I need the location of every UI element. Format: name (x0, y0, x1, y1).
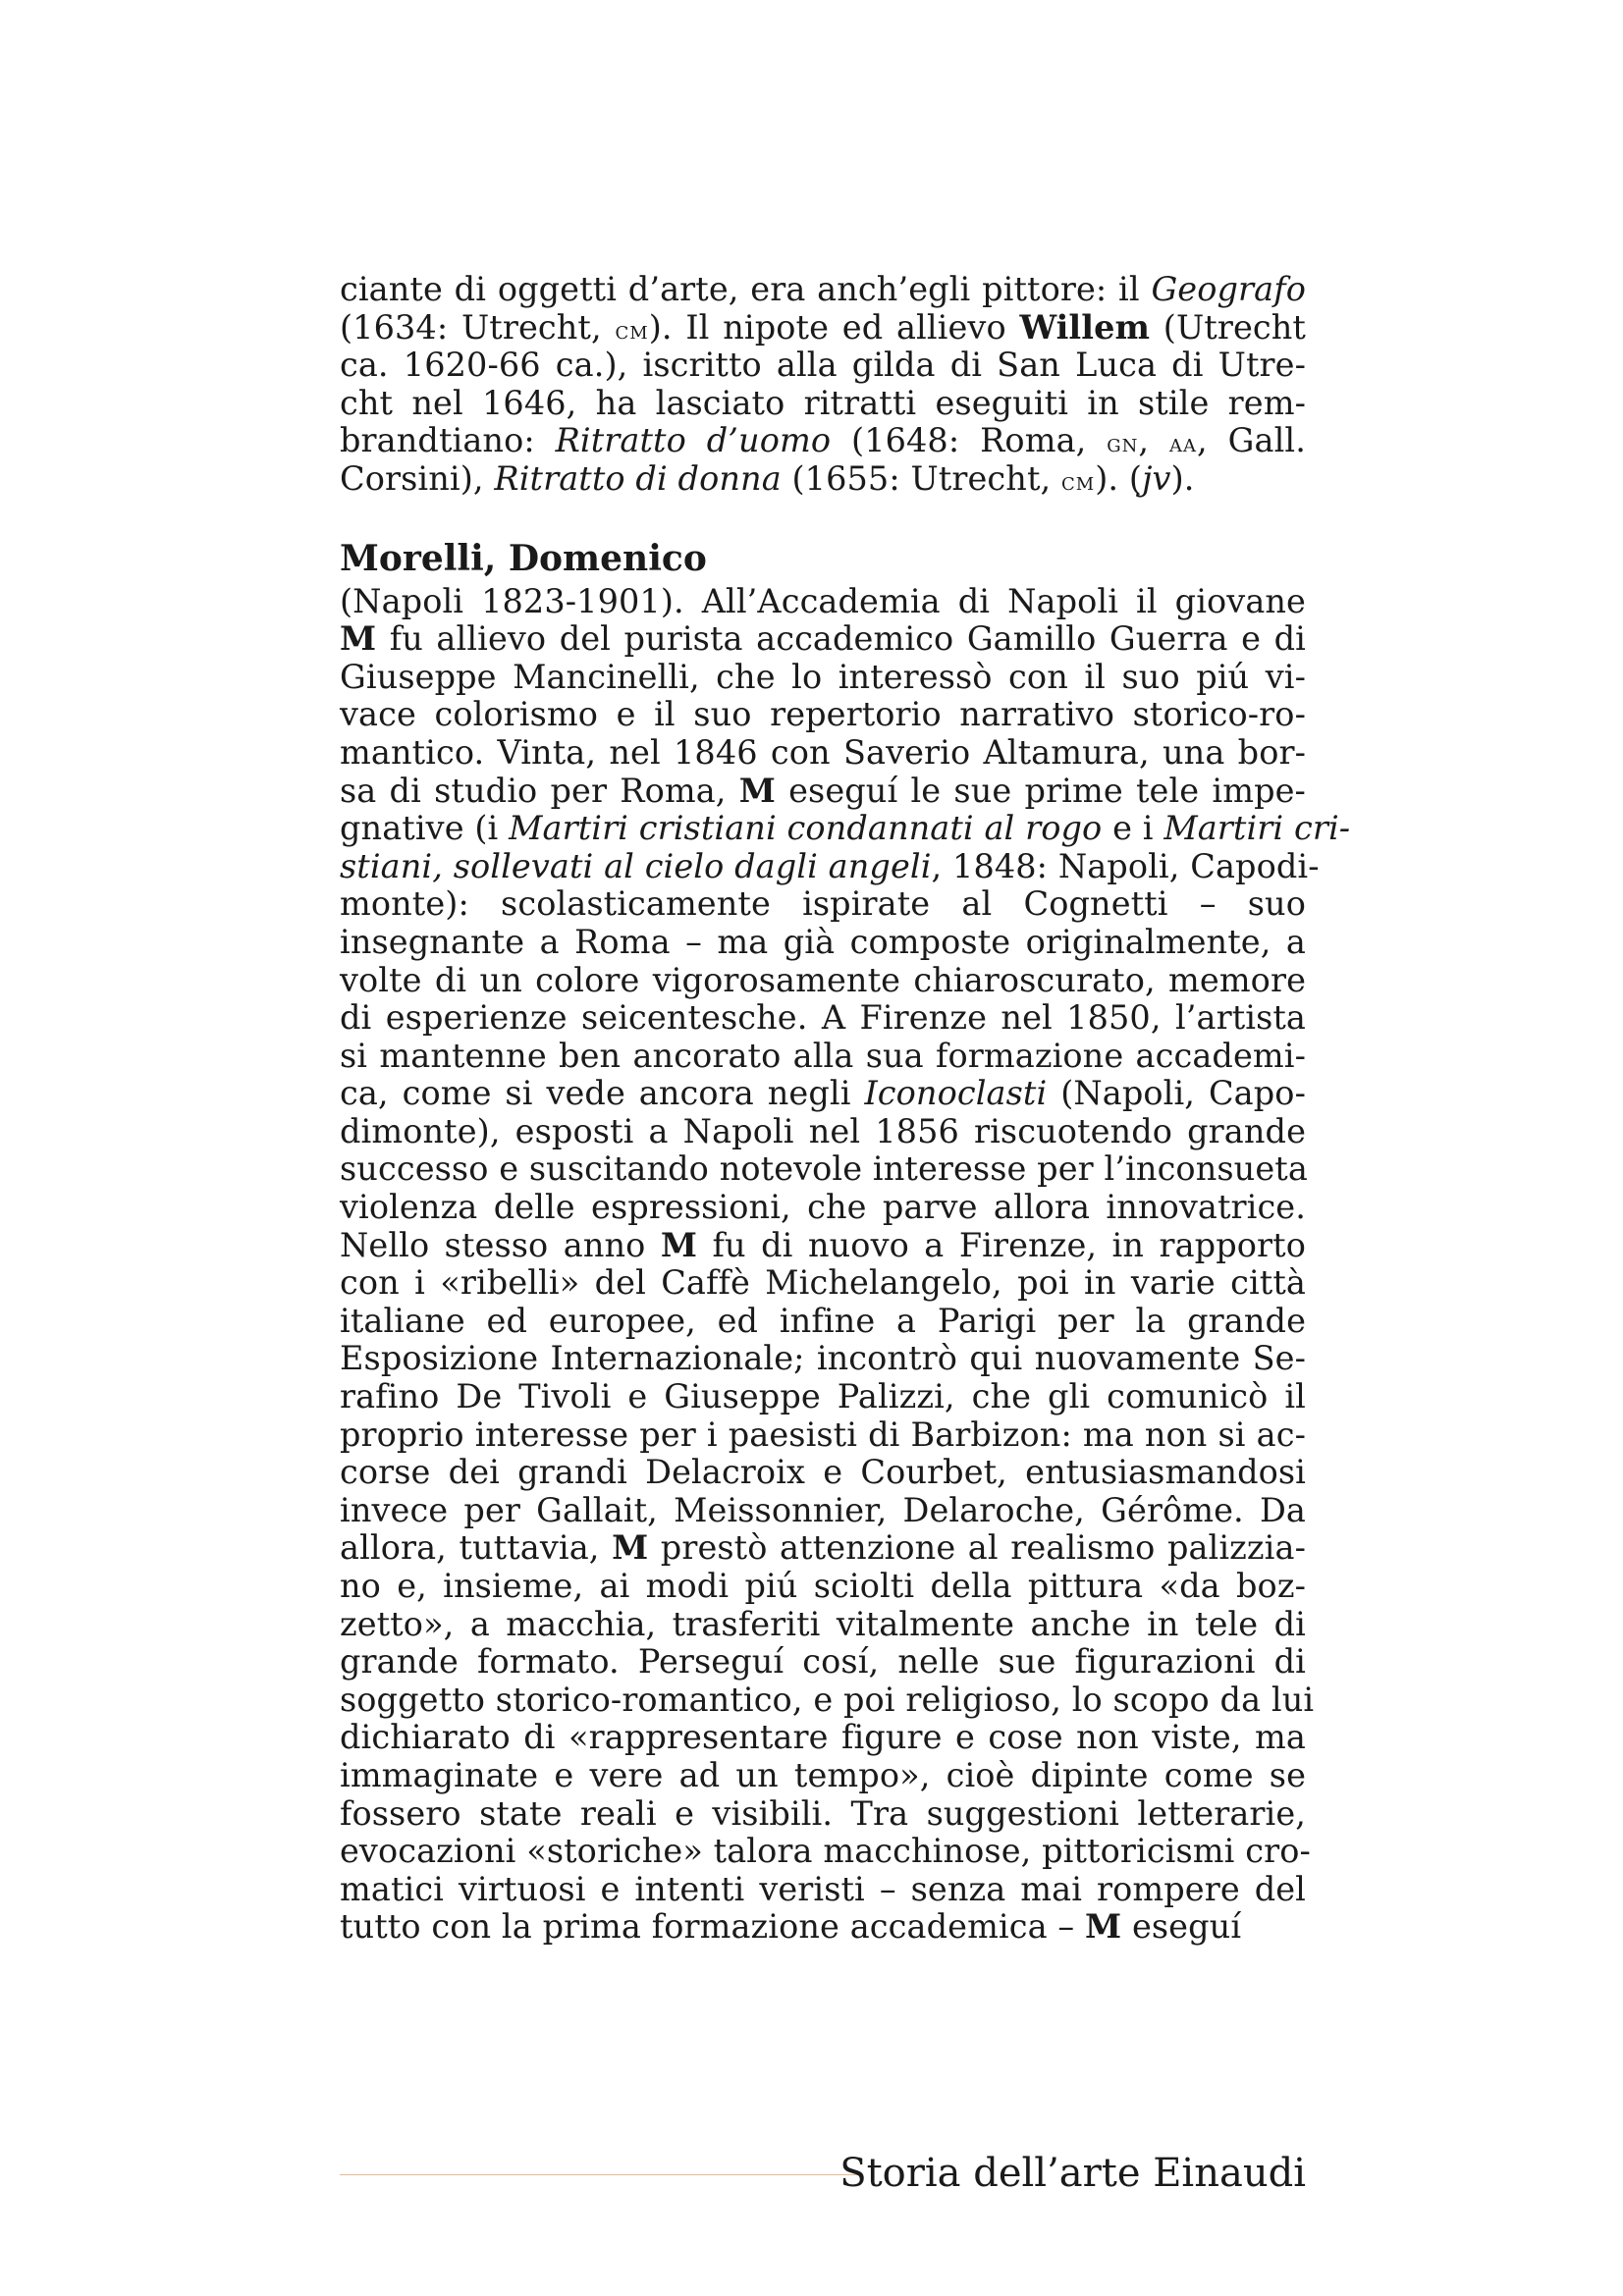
text-line (340, 1719, 1306, 1757)
text-run: (Utrecht (1150, 307, 1306, 347)
text-run: fu allievo del purista accademico Gamillo Guerra e di (376, 619, 1306, 659)
text-run: ). Il nipote ed allievo (648, 307, 1020, 347)
abbreviation: gn (1107, 429, 1139, 459)
text-line (340, 962, 1306, 1000)
text-run: prestò attenzione al realismo palizzia- (648, 1528, 1306, 1568)
text-line (340, 1189, 1306, 1227)
text-run: matici virtuosi e intenti veristi – senza mai rompere del (340, 1869, 1306, 1908)
entry-title: Morelli, Domenico (340, 537, 707, 579)
text-line (340, 309, 1306, 347)
text-line (340, 460, 1306, 499)
text-run: dimonte), esposti a Napoli nel 1856 riscuotendo grande (340, 1111, 1306, 1150)
text-run: tutto con la prima formazione accademica – (340, 1907, 1086, 1947)
text-run: , (1138, 421, 1170, 460)
text-run: cht nel 1646, ha lasciato ritratti eseguiti in stile rem- (340, 383, 1306, 422)
text-run: ). ( (1095, 458, 1143, 498)
text-line (340, 620, 1306, 659)
text-run: , Gall. (1197, 421, 1306, 460)
text-run: ciante di oggetti d’arte, era anch’egli pittore: il (340, 270, 1152, 308)
text-run: brandtiano: (340, 421, 556, 460)
text-line (340, 1075, 1306, 1113)
text-run: violenza delle espressioni, che parve allora innovatrice. (340, 1188, 1306, 1227)
text-line (340, 1227, 1306, 1265)
italic-title: jv (1142, 458, 1171, 498)
text-line (340, 422, 1306, 460)
text-line (340, 1606, 1306, 1644)
footer-rule (340, 2174, 860, 2175)
abbreviation: cm (615, 315, 649, 346)
text-line (340, 999, 1306, 1038)
text-run: eseguí le sue prime tele impe- (775, 771, 1306, 810)
italic-title: Martiri cri- (1163, 809, 1351, 848)
text-line (340, 1757, 1306, 1795)
continued-paragraph (340, 271, 1306, 499)
text-run: invece per Gallait, Meissonnier, Delaroche, Gérôme. Da (340, 1490, 1306, 1529)
text-run: soggetto storico-romantico, e poi religioso, lo scopo da lui (340, 1680, 1315, 1719)
text-line (340, 1908, 1306, 1947)
text-run: insegnante a Roma – ma già composte originalmente, a (340, 922, 1306, 961)
text-line (340, 583, 1306, 621)
text-line (340, 773, 1306, 811)
text-run: , 1848: Napoli, Capodi- (931, 846, 1320, 885)
text-run: allora, tuttavia, (340, 1528, 613, 1568)
bold-name: M (612, 1528, 649, 1568)
text-line (340, 1795, 1306, 1834)
text-line (340, 271, 1306, 309)
text-run: grande formato. Perseguí cosí, nelle sue figurazioni di (340, 1642, 1306, 1682)
abbreviation: aa (1169, 429, 1198, 459)
bold-name: M (1085, 1907, 1122, 1947)
text-run: sa di studio per Roma, (340, 771, 739, 810)
text-line (340, 1264, 1306, 1303)
text-line (340, 1416, 1306, 1455)
text-run: dichiarato di «rappresentare figure e cose non viste, ma (340, 1718, 1306, 1757)
text-run: eseguí (1121, 1907, 1242, 1947)
italic-title: Ritratto d’uomo (555, 421, 832, 460)
text-run: Giuseppe Mancinelli, che lo interessò con il suo piú vi- (340, 657, 1306, 696)
italic-title: Martiri cristiani condannati al rogo (509, 809, 1103, 848)
text-line (340, 809, 1351, 848)
entry-paragraph (340, 581, 1351, 1947)
page-footer (340, 2151, 1306, 2196)
text-run: ca. 1620-66 ca.), iscritto alla gilda di San Luca di Utre- (340, 346, 1306, 385)
text-line (340, 385, 1306, 423)
text-run: zetto», a macchia, trasferiti vitalmente anche in tele di (340, 1604, 1306, 1643)
text-line (340, 1303, 1306, 1341)
text-run: no e, insieme, ai modi piú sciolti della pittura «da boz- (340, 1567, 1306, 1605)
text-line (340, 885, 1306, 924)
text-line (340, 1680, 1315, 1720)
text-line (340, 347, 1306, 385)
text-run: ). (1170, 458, 1195, 498)
text-run: corse dei grandi Delacroix e Courbet, entusiasmandosi (340, 1453, 1306, 1492)
bold-name: Willem (1019, 307, 1151, 347)
italic-title: Geografo (1151, 270, 1306, 308)
text-line (340, 696, 1306, 734)
text-run: fossero state reali e visibili. Tra suggestioni letterarie, (340, 1793, 1306, 1833)
text-line (340, 1150, 1306, 1189)
text-run: rafino De Tivoli e Giuseppe Palizzi, che gli comunicò il (340, 1377, 1306, 1416)
text-run: (1634: Utrecht, (340, 307, 616, 347)
footer-publication: Storia dell’arte Einaudi (839, 2151, 1306, 2196)
page-body (340, 270, 1351, 1947)
text-run: ca, come si vede ancora negli (340, 1074, 865, 1113)
text-run: proprio interesse per i paesisti di Barbizon: ma non si ac- (340, 1415, 1306, 1454)
text-run: (Napoli 1823-1901). All’Accademia di Napoli il giovane (340, 581, 1306, 620)
text-run: (1655: Utrecht, (781, 458, 1062, 498)
text-run: di esperienze seicentesche. A Firenze nel 1850, l’artista (340, 998, 1306, 1038)
bold-name: M (340, 619, 377, 659)
text-line (340, 734, 1306, 773)
text-line (340, 1568, 1306, 1606)
text-run: (Napoli, Capo- (1047, 1074, 1306, 1113)
text-line (340, 1454, 1306, 1492)
text-line (340, 659, 1306, 697)
text-run: Corsini), (340, 458, 495, 498)
text-run: e i (1102, 809, 1164, 848)
text-run: fu di nuovo a Firenze, in rapporto (697, 1225, 1306, 1264)
text-run: mantico. Vinta, nel 1846 con Saverio Altamura, una bor- (340, 732, 1306, 772)
abbreviation: cm (1061, 466, 1096, 497)
text-run: con i «ribelli» del Caffè Michelangelo, poi in varie città (340, 1263, 1306, 1303)
text-line (340, 1529, 1306, 1568)
text-line (340, 924, 1306, 962)
text-line (340, 1113, 1306, 1151)
text-run: successo e suscitando notevole interesse per l’inconsueta (340, 1149, 1308, 1189)
text-run: italiane ed europee, ed infine a Parigi per la grande (340, 1301, 1306, 1340)
text-run: si mantenne ben ancorato alla sua formazione accademi- (340, 1036, 1306, 1075)
text-line (340, 1340, 1306, 1378)
italic-title: Iconoclasti (864, 1074, 1048, 1113)
text-run: Esposizione Internazionale; incontrò qui nuovamente Se- (340, 1339, 1306, 1378)
text-run: evocazioni «storiche» talora macchinose, pittoricismi cro- (340, 1832, 1311, 1871)
text-line (340, 1643, 1306, 1682)
text-line (340, 1871, 1306, 1909)
text-line (340, 1038, 1306, 1076)
text-run: monte): scolasticamente ispirate al Cognetti – suo (340, 884, 1306, 924)
text-line (340, 846, 1320, 886)
italic-title: stiani, sollevati al cielo dagli angeli (340, 846, 932, 885)
text-run: volte di un colore vigorosamente chiaroscurato, memore (340, 960, 1306, 999)
italic-title: Ritratto di donna (494, 458, 782, 498)
text-line (340, 1378, 1306, 1416)
bold-name: M (738, 771, 776, 810)
text-line (340, 1832, 1311, 1871)
text-run: (1648: Roma, (831, 421, 1108, 460)
text-line (340, 1492, 1306, 1530)
text-run: immaginate e vere ad un tempo», cioè dipinte come se (340, 1755, 1306, 1794)
bold-name: M (660, 1225, 698, 1264)
text-run: gnative (i (340, 809, 510, 848)
text-run: Nello stesso anno (340, 1225, 661, 1264)
text-run: vace colorismo e il suo repertorio narrativo storico-ro- (340, 695, 1306, 734)
